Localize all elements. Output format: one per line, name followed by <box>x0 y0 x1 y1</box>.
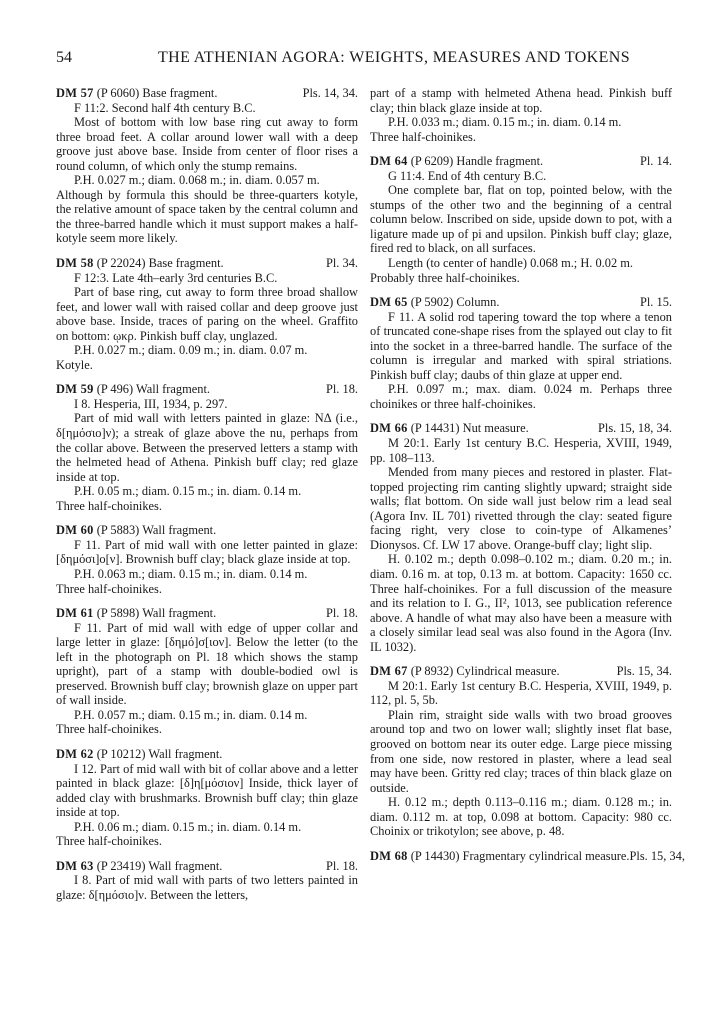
entry-type: Nut measure. <box>462 421 529 436</box>
entry-note: Three half-choinikes. <box>56 722 162 737</box>
entry-paragraph: P.H. 0.06 m.; diam. 0.15 m.; in. diam. 0.14 m. <box>74 819 302 834</box>
entry-paragraph: Length (to center of handle) 0.068 m.; H. 0.02 m. <box>388 256 633 271</box>
entry-inventory: (P 5902) <box>410 295 454 310</box>
entry-heading <box>370 421 672 436</box>
entry-note: Three half-choinikes. <box>56 498 162 513</box>
entry-note: Three half-choinikes. <box>56 581 162 596</box>
entry-code: DM 60 <box>56 523 94 538</box>
entry-paragraph: Mended from many pieces and restored in plaster. Flat-topped projecting rim canting slightly upward; straight side walls; flat bottom. On side wall just below rim a lead seal (Agora Inv. IL 701) rivetted through the clay: seated figure facing right, very close to coin-type of Alkamenes’ Dionysos. Cf. LW 17 above. Orange-buff clay; light slip. <box>370 465 672 552</box>
catalog-entry <box>56 382 358 513</box>
entry-plates: Pl. 15. <box>639 295 672 310</box>
entry-paragraph: H. 0.102 m.; depth 0.098–0.102 m.; diam. 0.20 m.; in. diam. 0.16 m. at top, 0.13 m. at bottom. Capacity: 1650 cc. Three half-choinikes. For a full discussion of the measure and its relation to I. G., II², 1013, see publication reference above. A handle of what may also have been a measure with a closely similar lead seal was also found in the Agora (Inv. IL 1032). <box>370 552 672 654</box>
entry-heading-left <box>56 859 222 874</box>
entry-type: Handle fragment. <box>456 154 544 169</box>
entry-heading <box>56 86 358 101</box>
entry-code: DM 63 <box>56 858 94 873</box>
entry-inventory: (P 14431) <box>410 421 460 436</box>
catalog-entry <box>56 523 358 596</box>
entry-heading <box>56 382 358 397</box>
entry-paragraph: Part of mid wall with letters painted in glaze: ΝΔ (i.e., δ[ημόσιο]ν); a streak of glaze above the nu, perhaps from the collar above. Between the preserved letters a stamp with the helmeted head of Athena. Pinkish buff clay; red glaze inside at top. <box>56 411 358 484</box>
entry-heading <box>370 848 685 864</box>
entry-type: Wall fragment. <box>142 523 217 538</box>
entry-type: Fragmentary cylindrical measure. <box>462 848 630 863</box>
entry-note: Kotyle. <box>56 357 93 372</box>
entry-code: DM 58 <box>56 256 94 271</box>
entry-type: Column. <box>456 295 500 310</box>
entry-paragraph: F 11. Part of mid wall with one letter painted in glaze: [δημόσι]ο[ν]. Brownish buff clay; black glaze inside at top. <box>56 537 358 567</box>
entry-code: DM 68 <box>370 848 408 863</box>
entry-inventory: (P 8932) <box>410 664 454 679</box>
entry-paragraph: P.H. 0.097 m.; max. diam. 0.024 m. Perhaps three choinikes or three half-choinikes. <box>370 382 672 411</box>
entry-heading-left <box>56 606 216 621</box>
entry-code: DM 64 <box>370 154 408 169</box>
entry-paragraph: F 11:2. Second half 4th century B.C. <box>74 100 256 115</box>
entry-code: DM 61 <box>56 606 94 621</box>
entry-inventory: (P 5883) <box>96 523 140 538</box>
entry-type: Wall fragment. <box>148 746 223 761</box>
entry-heading-left <box>56 256 224 271</box>
entry-code: DM 62 <box>56 746 94 761</box>
catalog-entry <box>56 859 358 903</box>
entry-heading <box>370 664 672 679</box>
entry-inventory: (P 6209) <box>410 154 454 169</box>
entry-paragraph: G 11:4. End of 4th century B.C. <box>388 168 547 183</box>
entry-note: Three half-choinikes. <box>370 129 476 144</box>
entry-note: Three half-choinikes. <box>56 834 162 849</box>
entry-plates: Pls. 14, 34. <box>302 86 358 100</box>
entry-heading <box>56 859 358 874</box>
left-column <box>56 86 358 912</box>
entry-heading <box>370 295 672 310</box>
catalog-entry <box>370 664 672 839</box>
entry-type: Wall fragment. <box>136 382 211 397</box>
entry-heading <box>56 256 358 271</box>
entry-paragraph: I 8. Part of mid wall with parts of two letters painted in glaze: δ[ημόσιο]ν. Between the letters, <box>56 873 358 902</box>
entry-heading-left <box>370 664 560 679</box>
entry-type: Wall fragment. <box>142 606 217 621</box>
entry-plates: Pls. 15, 34. <box>616 664 672 679</box>
page-number: 54 <box>56 49 72 66</box>
entry-paragraph: Part of base ring, cut away to form three broad shallow feet, and lower wall with raised collar and deep groove just above base. Inside, traces of paring on the wheel. Graffito on bottom: ῳκρ. Pinkish buff clay, unglazed. <box>56 285 358 343</box>
entry-heading <box>56 523 358 538</box>
entry-inventory: (P 22024) <box>96 256 146 271</box>
entry-plates: Pl. 14. <box>639 154 672 169</box>
entry-code: DM 66 <box>370 421 408 436</box>
entry-heading-left <box>56 86 217 101</box>
entry-paragraph: I 8. Hesperia, III, 1934, p. 297. <box>74 396 228 411</box>
entry-plates: Pl. 18. <box>325 606 358 621</box>
running-title: THE ATHENIAN AGORA: WEIGHTS, MEASURES AND TOKENS <box>157 49 631 66</box>
entry-heading-left <box>370 849 630 864</box>
entry-paragraph: P.H. 0.057 m.; diam. 0.15 m.; in. diam. 0.14 m. <box>74 707 308 722</box>
entry-type: Base fragment. <box>142 86 218 100</box>
entry-heading-left <box>56 747 222 762</box>
right-column <box>370 86 685 873</box>
entry-heading-left <box>56 382 210 397</box>
entry-paragraph: M 20:1. Early 1st century B.C. Hesperia, XVIII, 1949, pp. 108–113. <box>370 436 672 465</box>
entry-plates: Pl. 18. <box>325 382 358 397</box>
entry-heading-left <box>370 154 543 169</box>
entry-note: Although by formula this should be three-quarters kotyle, the relative amount of space taken by the central column and the three-barred handle which it must support makes a half-kotyle seem more likely. <box>56 187 358 246</box>
entry-heading-left <box>56 523 216 538</box>
entry-type: Wall fragment. <box>148 858 223 873</box>
catalog-entry <box>370 154 672 285</box>
catalog-entry <box>56 747 358 849</box>
catalog-entry <box>56 606 358 737</box>
entry-code: DM 67 <box>370 664 408 679</box>
entry-heading <box>56 606 358 621</box>
entry-paragraph: F 12:3. Late 4th–early 3rd centuries B.C. <box>74 270 278 285</box>
entry-inventory: (P 23419) <box>96 858 146 873</box>
entry-heading <box>370 154 672 169</box>
entry-heading <box>56 747 358 762</box>
entry-code: DM 65 <box>370 295 408 310</box>
catalog-entry <box>370 421 672 654</box>
running-header <box>56 49 682 73</box>
entry-paragraph: M 20:1. Early 1st century B.C. Hesperia, XVIII, 1949, p. 112, pl. 5, 5b. <box>370 678 672 708</box>
entry-paragraph: Plain rim, straight side walls with two broad grooves around top and two on lower wall; slightly inset flat base, grooved on bottom near its outer edge. Large piece missing from one side, now restored in plaster, where a lead seal may have been. Gritty red clay; traces of thin black glaze on outside. <box>370 707 672 795</box>
entry-paragraph: Most of bottom with low base ring cut away to form three broad feet. A collar around lower wall with a deep groove just above base. Inside from center of floor rises a round column, of which only the stump remains. <box>56 115 358 173</box>
entry-inventory: (P 10212) <box>96 746 146 761</box>
entry-plates: Pl. 18. <box>325 858 358 873</box>
entry-paragraph: H. 0.12 m.; depth 0.113–0.116 m.; diam. 0.128 m.; in. diam. 0.112 m. at top, 0.098 at bottom. Capacity: 980 cc. Choinix or trikotylon; see above, p. 48. <box>370 795 672 839</box>
catalog-entry <box>370 295 672 411</box>
entry-paragraph: P.H. 0.033 m.; diam. 0.15 m.; in. diam. 0.14 m. <box>388 115 622 130</box>
entry-code: DM 57 <box>56 86 94 100</box>
catalog-entry <box>56 86 358 246</box>
entry-paragraph: I 12. Part of mid wall with bit of collar above and a letter painted in black glaze: [δ]η[μόσιον] Inside, thick layer of added clay with brushmarks. Brownish buff clay; thin glaze inside at top. <box>56 761 358 820</box>
entry-note: Probably three half-choinikes. <box>370 270 520 285</box>
entry-plates: Pls. 15, 34, <box>629 848 685 863</box>
entry-paragraph: P.H. 0.05 m.; diam. 0.15 m.; in. diam. 0.14 m. <box>74 484 302 499</box>
entry-paragraph: P.H. 0.027 m.; diam. 0.068 m.; in. diam. 0.057 m. <box>74 173 320 188</box>
entry-plates: Pls. 15, 18, 34. <box>597 421 672 436</box>
entry-type: Cylindrical measure. <box>456 664 560 679</box>
entry-paragraph: One complete bar, flat on top, pointed below, with the stumps of the other two and the beginning of a central column below. Inscribed on side, upside down to pot, with a ligature made up of pi and upsilon. Pinkish buff clay; glaze, fired red to black, on all surfaces. <box>370 183 672 256</box>
entry-heading-left <box>370 295 499 310</box>
entry-inventory: (P 6060) <box>96 86 140 100</box>
entry-inventory: (P 14430) <box>410 848 460 863</box>
entry-inventory: (P 5898) <box>96 606 140 621</box>
entry-heading-left <box>370 421 529 436</box>
entry-paragraph: F 11. A solid rod tapering toward the top where a tenon of truncated cone-shape rises from the splayed out clay to fit into the socket in a three-barred handle. The surface of the column is irregular and marked with spiral striations. Pinkish buff clay; daubs of thin glaze at upper end. <box>370 309 672 382</box>
entry-paragraph: P.H. 0.027 m.; diam. 0.09 m.; in. diam. 0.07 m. <box>74 343 308 358</box>
catalog-entry <box>370 848 685 864</box>
entry-inventory: (P 496) <box>96 382 134 397</box>
catalog-entry <box>56 256 358 372</box>
entry-code: DM 59 <box>56 382 94 397</box>
entry-paragraph: P.H. 0.063 m.; diam. 0.15 m.; in. diam. 0.14 m. <box>74 566 308 581</box>
entry-paragraph: part of a stamp with helmeted Athena head. Pinkish buff clay; thin black glaze inside at top. <box>370 86 672 115</box>
continued-entry <box>370 86 672 144</box>
entry-plates: Pl. 34. <box>325 256 358 271</box>
entry-type: Base fragment. <box>148 256 224 271</box>
entry-paragraph: F 11. Part of mid wall with edge of upper collar and large letter in glaze: [δημό]σ[ιον]. Below the letter (to the left in the photograph on Pl. 18 which shows the stamp upright), part of a stamp with double-bodied owl is preserved. Brownish buff clay; brownish glaze on upper part of wall inside. <box>56 620 358 708</box>
